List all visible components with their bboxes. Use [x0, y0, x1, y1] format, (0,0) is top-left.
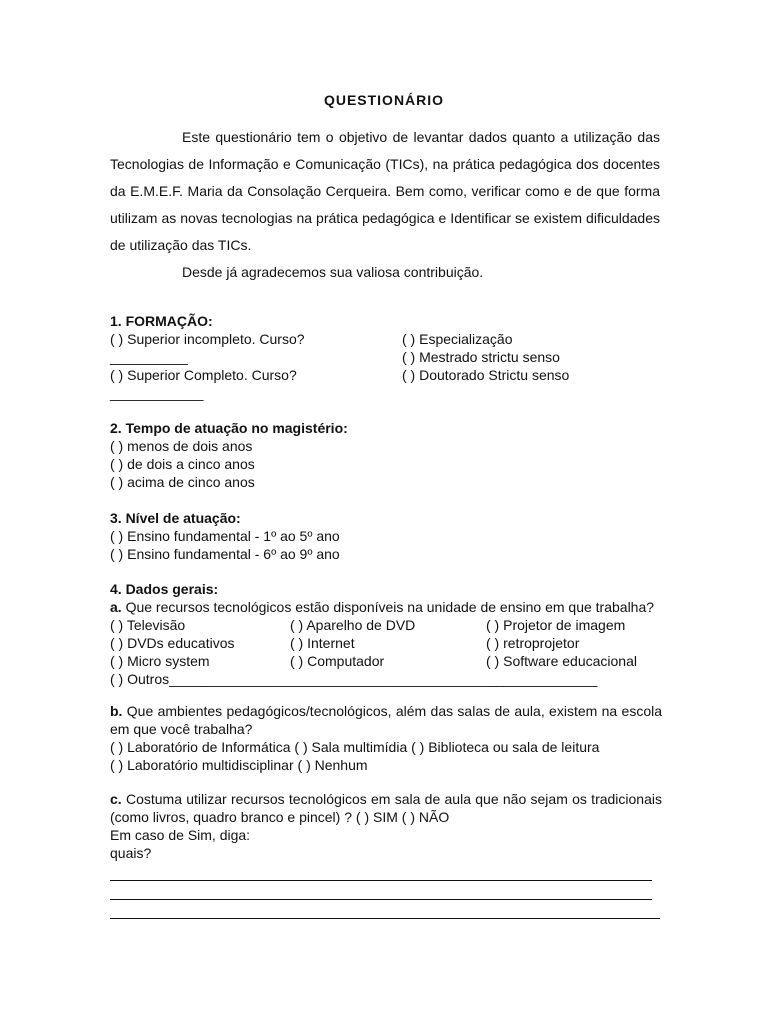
question-label: a.	[110, 599, 122, 615]
section-nivel-atuacao	[110, 509, 662, 563]
option-outros[interactable]: ( ) Outros_______________________________________________________	[110, 671, 598, 687]
option-internet[interactable]: ( ) Internet	[290, 635, 355, 651]
thanks-paragraph: Desde já agradecemos sua valiosa contribuição.	[182, 264, 484, 280]
section-heading: 2. Tempo de atuação no magistério:	[110, 420, 348, 436]
section-formacao	[110, 312, 662, 402]
environments-options-2[interactable]: ( ) Laboratório multidisciplinar ( ) Nenhum	[110, 757, 368, 773]
option-item[interactable]: ( ) Ensino fundamental - 6º ao 9º ano	[110, 546, 340, 562]
option-projetor[interactable]: ( ) Projetor de imagem	[486, 617, 626, 633]
option-retroprojetor[interactable]: ( ) retroprojetor	[486, 635, 580, 651]
question-text: Que ambientes pedagógicos/tecnológicos, além das salas de aula, existem na escola em que você trabalha?	[110, 703, 662, 737]
option-mestrado[interactable]: ( ) Mestrado strictu senso	[402, 349, 560, 365]
option-micro-system[interactable]: ( ) Micro system	[110, 653, 210, 669]
blank-line: ____________	[110, 385, 204, 401]
question-c	[110, 790, 662, 826]
option-software[interactable]: ( ) Software educacional	[486, 653, 637, 669]
option-dvds-educativos[interactable]: ( ) DVDs educativos	[110, 635, 235, 651]
resources-grid	[110, 616, 662, 670]
intro-text	[110, 124, 660, 286]
section-dados-gerais	[110, 580, 662, 919]
option-televisao[interactable]: ( ) Televisão	[110, 617, 186, 633]
section-heading: 4. Dados gerais:	[110, 581, 219, 597]
answer-line[interactable]	[110, 862, 652, 881]
intro-paragraph: Este questionário tem o objetivo de levantar dados quanto a utilização das Tecnologias de Informação e Comunicação (TICs), na prática pedagógica dos docentes da E.M.E.F. Maria da Consolação Cerqueira. Bem como, verificar como e de que forma utilizam as novas tecnologias na prática pedagógica e Identificar se existem dificuldades de utilização das TICs.	[110, 129, 660, 253]
option-superior-incompleto[interactable]: ( ) Superior incompleto. Curso?	[110, 331, 305, 347]
question-b	[110, 702, 662, 738]
option-item[interactable]: ( ) Ensino fundamental - 1º ao 5º ano	[110, 528, 340, 544]
question-label: c.	[110, 791, 122, 807]
option-superior-completo[interactable]: ( ) Superior Completo. Curso?	[110, 367, 297, 383]
question-label: b.	[110, 703, 123, 719]
section-heading: 1. FORMAÇÃO:	[110, 313, 213, 329]
question-a	[110, 598, 662, 616]
option-doutorado[interactable]: ( ) Doutorado Strictu senso	[402, 367, 570, 383]
environments-options[interactable]: ( ) Laboratório de Informática ( ) Sala multimídia ( ) Biblioteca ou sala de leitura	[110, 739, 600, 755]
option-especializacao[interactable]: ( ) Especialização	[402, 331, 513, 347]
blank-line: __________	[110, 349, 188, 365]
option-dvd[interactable]: ( ) Aparelho de DVD	[290, 617, 416, 633]
follow-up-prompt: quais?	[110, 845, 152, 861]
answer-line[interactable]	[110, 900, 660, 919]
section-heading: 3. Nível de atuação:	[110, 510, 241, 526]
option-item[interactable]: ( ) menos de dois anos	[110, 438, 253, 454]
option-item[interactable]: ( ) de dois a cinco anos	[110, 456, 255, 472]
answer-line[interactable]	[110, 881, 652, 900]
page-title: QUESTIONÁRIO	[323, 92, 445, 108]
question-text: Costuma utilizar recursos tecnológicos em sala de aula que não sejam os tradicionais (como livros, quadro branco e pincel) ? ( ) SIM ( ) NÃO	[110, 791, 662, 825]
option-computador[interactable]: ( ) Computador	[290, 653, 385, 669]
section-tempo-atuacao	[110, 419, 662, 491]
question-text: Que recursos tecnológicos estão disponíveis na unidade de ensino em que trabalha?	[121, 599, 655, 615]
follow-up-text: Em caso de Sim, diga:	[110, 827, 251, 843]
option-item[interactable]: ( ) acima de cinco anos	[110, 474, 255, 490]
